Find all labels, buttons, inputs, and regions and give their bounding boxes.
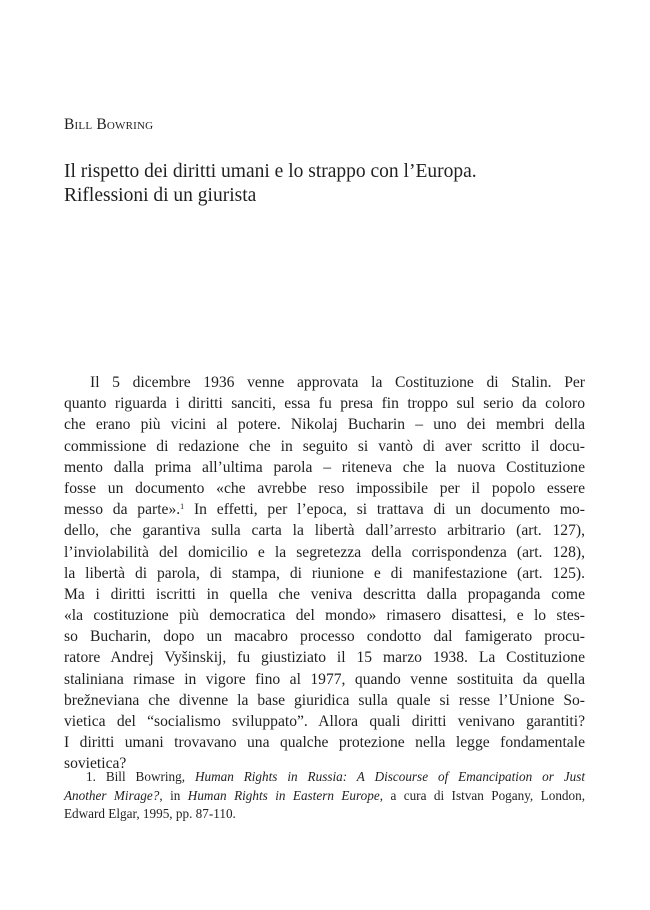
chapter-title-line-2: Riflessioni di un giurista [64,185,257,206]
body-line: I diritti umani trovavano una qualche protezione nella legge fondamentale [64,734,585,752]
body-line: mento dalla prima all’ultima parola – riteneva che la nuova Costituzione [64,458,585,476]
body-line: so Bucharin, dopo un macabro processo condotto dal famigerato procu- [64,628,585,646]
body-line: che erano più vicini al potere. Nikolaj Bucharin – uno dei membri della [64,416,585,434]
body-line: quanto riguarda i diritti sanciti, essa fu presa fin troppo sul serio da coloro [64,395,585,413]
chapter-title-line-1: Il rispetto dei diritti umani e lo strappo con l’Europa. [64,161,477,182]
body-line: commissione di redazione che in seguito si vantò di aver scritto il docu- [64,437,585,455]
body-line-part: messo da parte». [64,501,181,519]
footnote-line [64,787,585,806]
footnote-article-title-cont: Another Mirage? [64,787,160,803]
footnote-in: , in [159,787,181,803]
body-line: Ma i diritti iscritti in quella che veniva descritta dalla propaganda come [64,585,585,603]
footnote-reference[interactable]: 1 [180,502,185,512]
footnote [64,768,585,824]
body-line-part: In effetti, per l’epoca, si trattava di un documento mo- [193,501,585,519]
footnote-line: Edward Elgar, 1995, pp. 87-110. [64,806,236,821]
body-line: la libertà di parola, di stampa, di riunione e di manifestazione (art. 125). [64,564,585,582]
body-line: Il 5 dicembre 1936 venne approvata la Costituzione di Stalin. Per [90,374,585,391]
footnote-book-title: Human Rights in Eastern Europe [187,787,380,803]
body-line: brežneviana che divenne la base giuridica sulla quale si resse l’Unione So- [64,691,585,709]
body-line: «la costituzione più democratica del mondo» rimasero disattesi, e lo stes- [64,607,585,625]
footnote-line [64,768,585,787]
body-line: sovietica? [64,755,127,773]
footnote-article-title: Human Rights in Russia: A Discourse of Emancipation or Just [194,769,585,784]
body-line: l’inviolabilità del domicilio e la segretezza della corrispondenza (art. 128), [64,543,585,561]
body-line: staliniana rimase in vigore fino al 1977, quando venne sostituita da quella [64,670,585,688]
body-line: fosse un documento «che avrebbe reso impossibile per il popolo essere [64,479,585,497]
footnote-author: Bill Bowring, [105,769,186,784]
body-line-with-footnote [64,499,585,520]
footnote-number: 1. [86,769,96,784]
body-line: dello, che garantiva sulla carta la libertà dall’arresto arbitrario (art. 127), [64,522,585,540]
chapter-title [64,160,584,208]
body-line: vietica del “socialismo sviluppato”. Allora quali diritti venivano garantiti? [64,713,585,730]
footnote-publisher: , a cura di Istvan Pogany, London, [379,787,585,803]
body-paragraph [64,372,585,775]
body-line: ratore Andrej Vyšinskij, fu giustiziato il 15 marzo 1938. La Costituzione [64,649,585,667]
author-name: Bill Bowring [64,116,154,133]
